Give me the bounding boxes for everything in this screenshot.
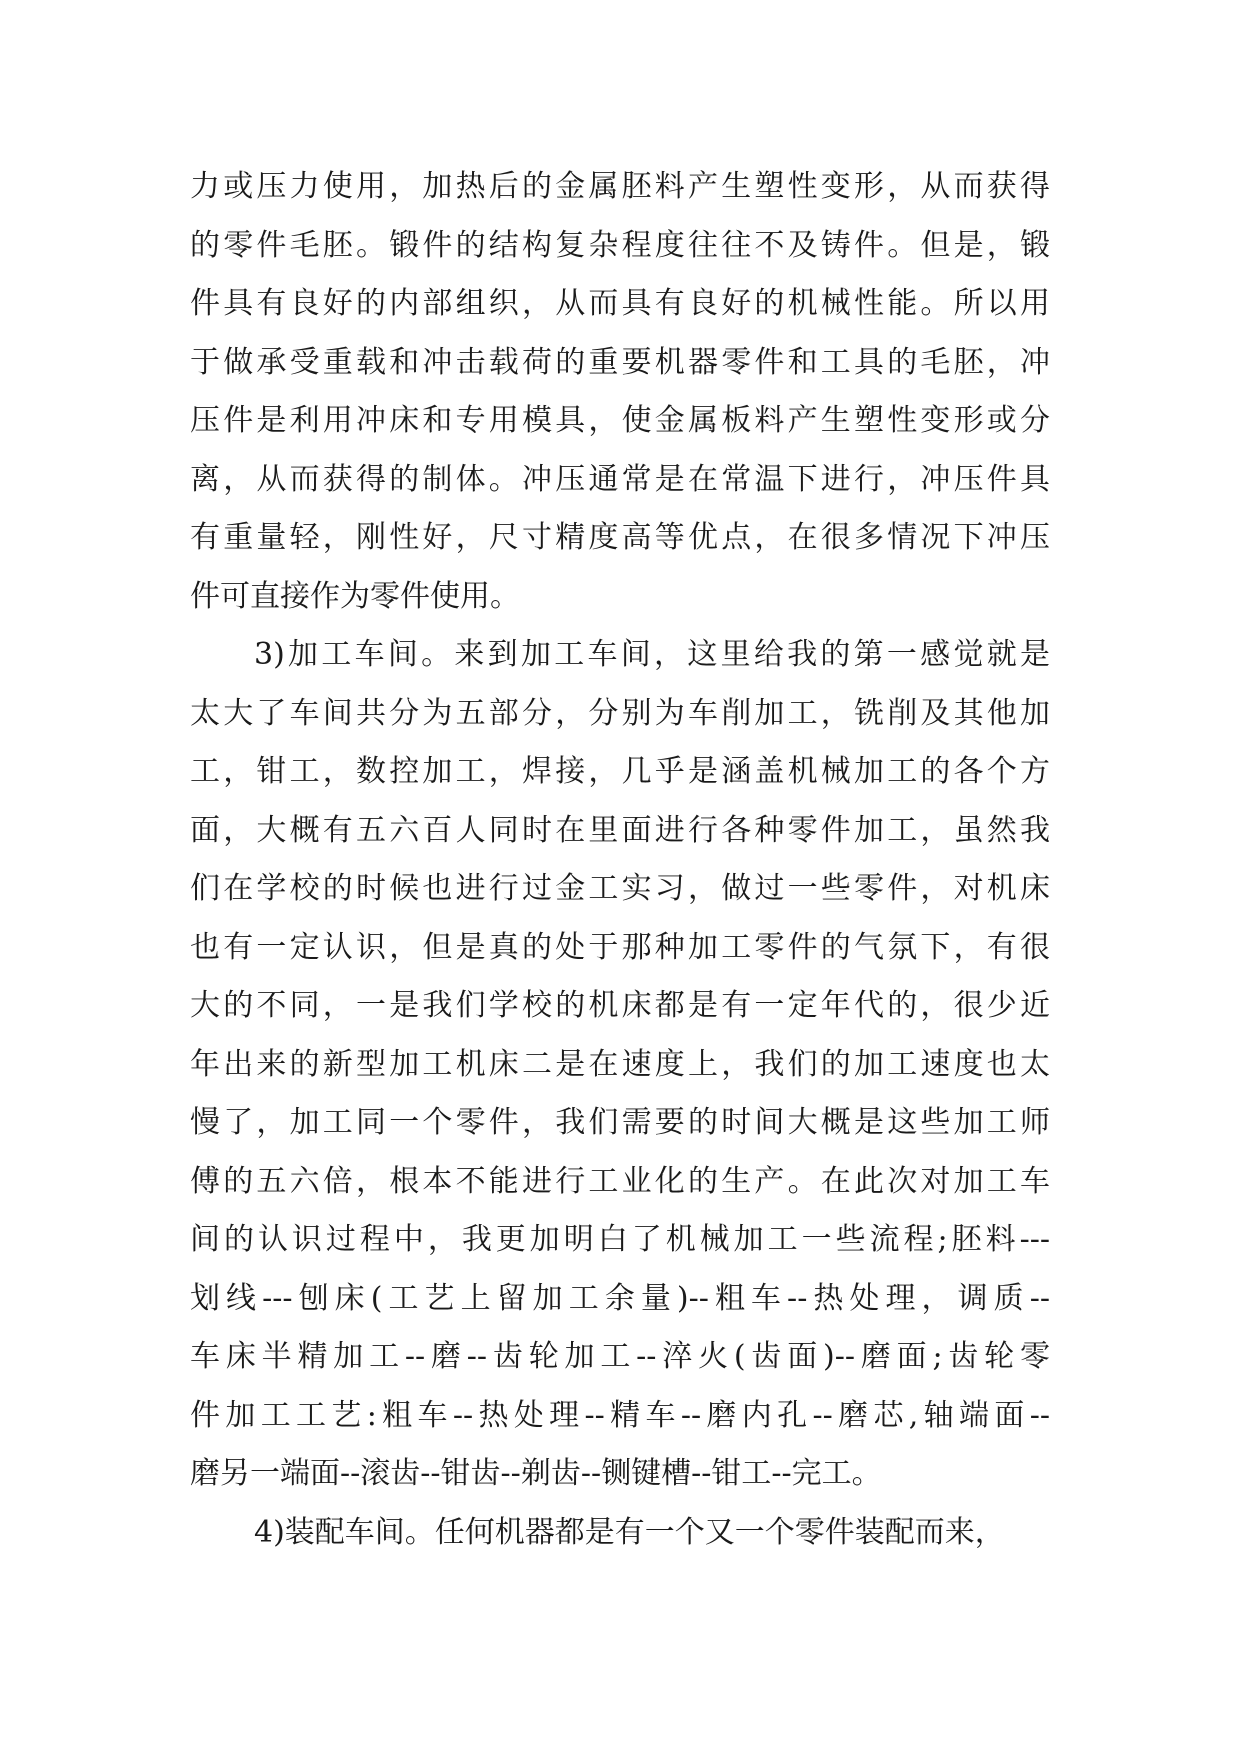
text-line: 的零件毛胚。锻件的结构复杂程度往往不及铸件。但是，锻: [190, 227, 1050, 263]
text-line: 慢了，加工同一个零件，我们需要的时间大概是这些加工师: [190, 1105, 1050, 1140]
text-line: 有重量轻，刚性好，尺寸精度高等优点，在很多情况下冲压: [190, 520, 1050, 555]
text-line: 划线---刨床(工艺上留加工余量)--粗车--热处理，调质--: [190, 1280, 1050, 1316]
text-line: 件加工工艺:粗车--热处理--精车--磨内孔--磨芯,轴端面--: [190, 1397, 1050, 1433]
text-line: 太大了车间共分为五部分，分别为车削加工，铣削及其他加: [190, 695, 1050, 731]
text-line: 也有一定认识，但是真的处于那种加工零件的气氛下，有很: [190, 929, 1050, 965]
text-line: 工，钳工，数控加工，焊接，几乎是涵盖机械加工的各个方: [190, 754, 1050, 789]
text-line: 车床半精加工--磨--齿轮加工--淬火(齿面)--磨面;齿轮零: [190, 1339, 1050, 1374]
body-text: [190, 158, 1050, 1562]
text-line: 3)加工车间。来到加工车间，这里给我的第一感觉就是: [254, 637, 1050, 672]
text-line: 年出来的新型加工机床二是在速度上，我们的加工速度也太: [190, 1046, 1050, 1082]
text-line: 磨另一端面--滚齿--钳齿--剃齿--铡键槽--钳工--完工。: [190, 1456, 882, 1491]
text-line: 间的认识过程中，我更加明白了机械加工一些流程;胚料---: [190, 1222, 1050, 1257]
text-line: 件具有良好的内部组织，从而具有良好的机械性能。所以用: [190, 286, 1050, 321]
text-line: 面，大概有五六百人同时在里面进行各种零件加工，虽然我: [190, 812, 1050, 848]
text-line: 于做承受重载和冲击载荷的重要机器零件和工具的毛胚，冲: [190, 344, 1050, 380]
text-line: 离，从而获得的制体。冲压通常是在常温下进行，冲压件具: [190, 461, 1050, 497]
text-line: 力或压力使用，加热后的金属胚料产生塑性变形，从而获得: [190, 169, 1050, 204]
text-line: 4)装配车间。任何机器都是有一个又一个零件装配而来，: [254, 1514, 1005, 1550]
text-line: 压件是利用冲床和专用模具，使金属板料产生塑性变形或分: [190, 403, 1050, 438]
text-line: 件可直接作为零件使用。: [190, 578, 520, 614]
text-line: 大的不同，一是我们学校的机床都是有一定年代的，很少近: [190, 988, 1050, 1023]
text-line: 傅的五六倍，根本不能进行工业化的生产。在此次对加工车: [190, 1163, 1050, 1199]
text-line: 们在学校的时候也进行过金工实习，做过一些零件，对机床: [190, 871, 1050, 906]
